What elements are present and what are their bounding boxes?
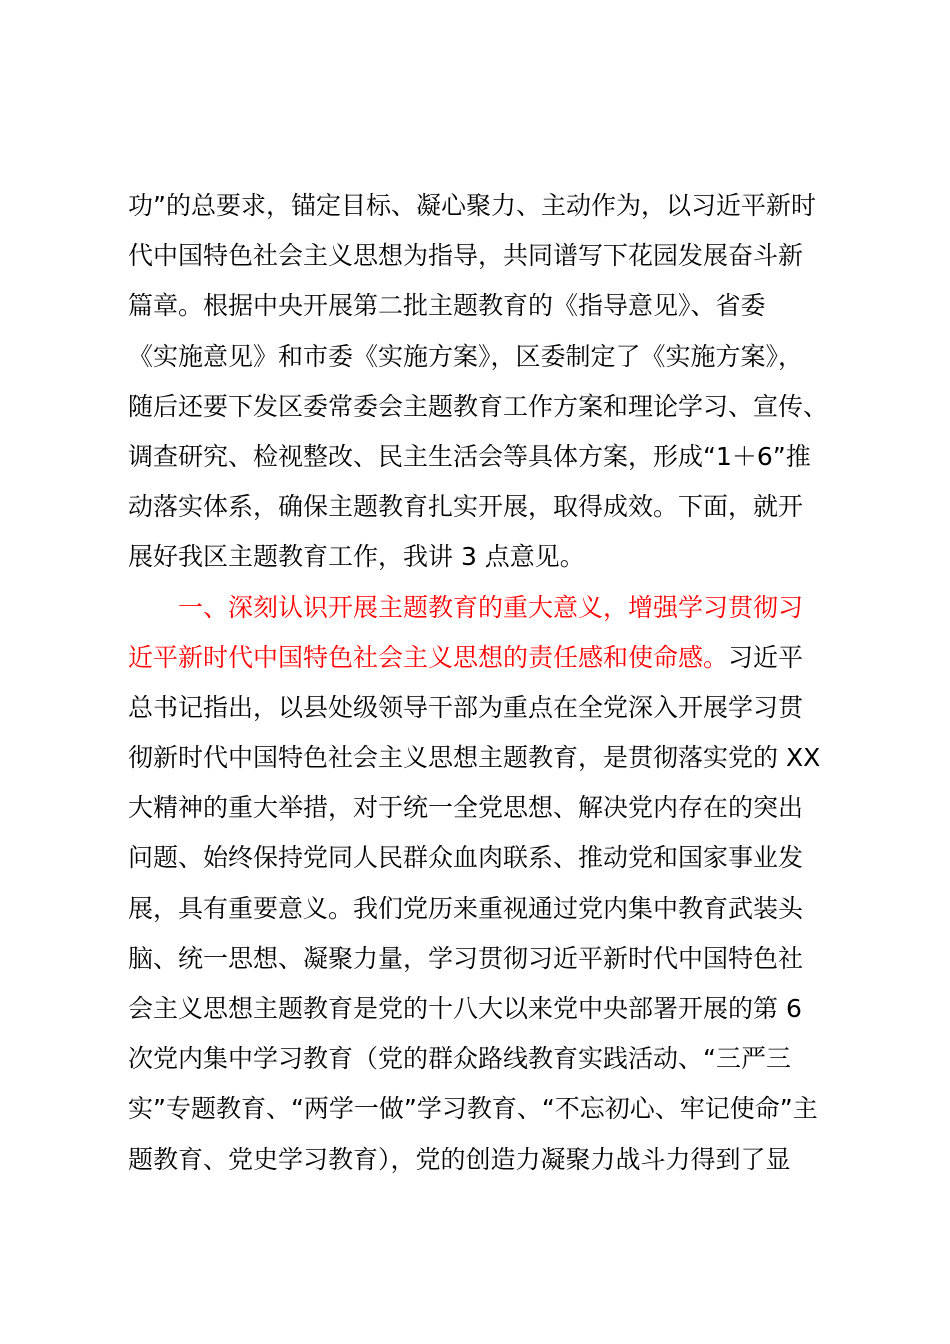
paragraph-line: 代中国特色社会主义思想为指导，共同谱写下花园发展奋斗新 <box>128 241 804 271</box>
section-line: 问题、始终保持党同人民群众血肉联系、推动党和国家事业发 <box>128 843 804 873</box>
paragraph-line: 功”的总要求，锚定目标、凝心聚力、主动作为，以习近平新时 <box>128 191 816 220</box>
section-line: 总书记指出，以县处级领导干部为重点在全党深入开展学习贯 <box>128 692 804 722</box>
section-line: 题教育、党史学习教育），党的创造力凝聚力战斗力得到了显 <box>128 1144 791 1174</box>
section-line: 脑、统一思想、凝聚力量，学习贯彻习近平新时代中国特色社 <box>128 943 804 973</box>
section-line: 次党内集中学习教育（党的群众路线教育实践活动、“三严三 <box>128 1044 791 1074</box>
paragraph-line: 《实施意见》和市委《实施方案》，区委制定了《实施方案》， <box>128 341 804 371</box>
paragraph-line: 篇章。根据中央开展第二批主题教育的《指导意见》、省委 <box>128 291 766 321</box>
section-heading-continued: 近平新时代中国特色社会主义思想的责任感和使命感。 <box>128 642 729 672</box>
section-text-start: 习近平 <box>728 642 804 672</box>
section-line: 大精神的重大举措，对于统一全党思想、解决党内存在的突出 <box>128 793 804 823</box>
section-heading-line-2 <box>128 633 838 683</box>
section-heading-line: 一、深刻认识开展主题教育的重大意义，增强学习贯彻习 <box>178 592 804 622</box>
section-line: 展，具有重要意义。我们党历来重视通过党内集中教育武装头 <box>128 893 804 923</box>
document-body <box>128 181 838 1185</box>
paragraph-line: 调查研究、检视整改、民主生活会等具体方案，形成“1＋6”推 <box>128 441 811 471</box>
paragraph-line: 动落实体系，确保主题教育扎实开展，取得成效。下面，就开 <box>128 492 804 522</box>
paragraph-line: 展好我区主题教育工作，我讲 3 点意见。 <box>128 542 585 572</box>
section-line: 会主义思想主题教育是党的十八大以来党中央部署开展的第 6 <box>128 994 802 1023</box>
paragraph-line: 随后还要下发区委常委会主题教育工作方案和理论学习、宣传、 <box>128 391 829 421</box>
section-line: 实”专题教育、“两学一做”学习教育、“不忘初心、牢记使命”主 <box>128 1094 818 1124</box>
section-line: 彻新时代中国特色社会主义思想主题教育，是贯彻落实党的 XX <box>128 743 821 773</box>
